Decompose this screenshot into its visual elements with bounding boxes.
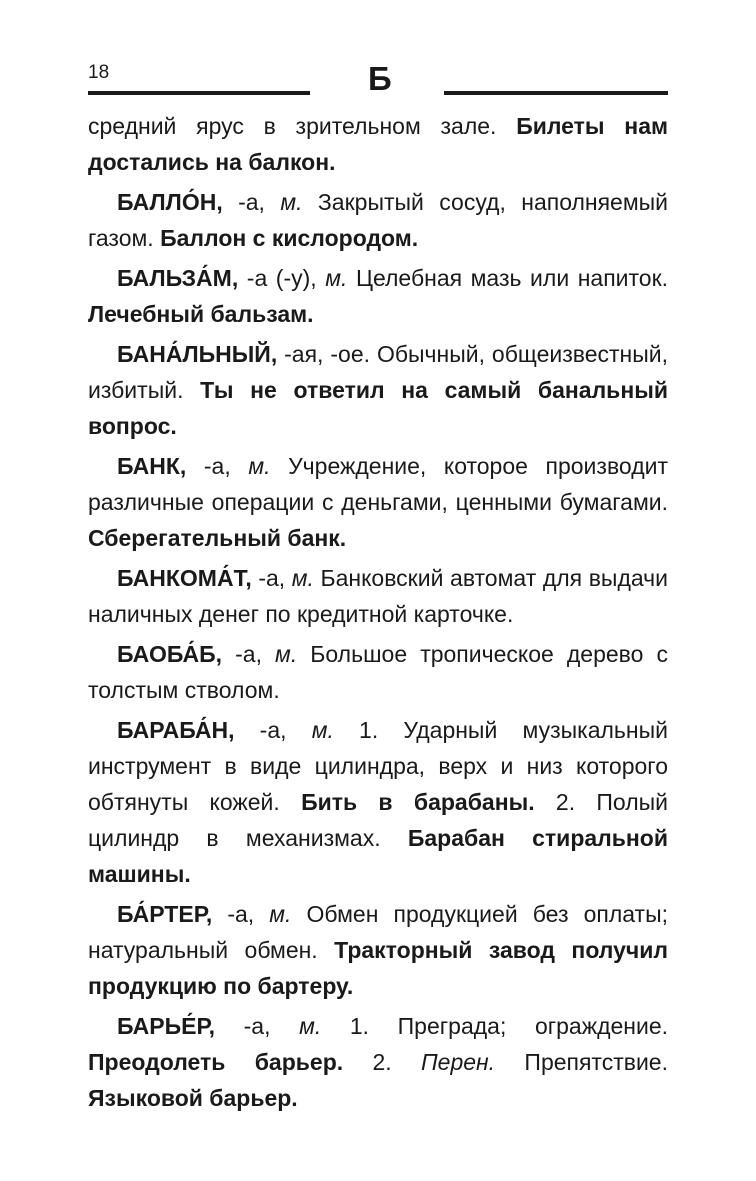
entry-definition-2: 2. Полый цилиндр в механизмах. [88,789,669,851]
entry-headword: БАНК, [117,453,187,479]
entry-label-2: Перен. [420,1049,496,1075]
entry-example: Преодолеть барьер. [88,1049,344,1075]
entry-example-2: Барабан стиральной машины. [88,825,668,887]
entry-gender: м. [280,189,303,215]
entry-headword: БАРЬЕ́Р, [117,1013,216,1039]
entry-definition: Закрытый сосуд, наполняемый газом. [88,189,669,251]
entry-definition: средний ярус в зрительном зале. [88,113,497,139]
entry-example: Лечебный бальзам. [88,301,314,327]
entry-example: Тракторный завод получил продукцию по бартеру. [88,937,668,999]
entry-headword: БАНКОМА́Т, [117,565,252,591]
header-rule-left [88,91,310,95]
entry-gender: м. [311,717,334,743]
dictionary-entry [88,260,668,332]
entry-definition: Обычный, общеизвестный, избитый. [88,341,669,403]
entry-headword: БАНА́ЛЬНЫЙ, [117,341,278,367]
entry-definition-2b: Препятствие. [524,1049,668,1075]
entry-gender: м. [248,453,271,479]
page-number: 18 [88,62,110,83]
entry-definition: Банковский автомат для выдачи наличных денег по кредитной карточке. [88,565,668,627]
entry-example: Баллон с кислородом. [160,225,419,251]
dictionary-entry [88,1008,668,1116]
entry-forms: -а, [238,189,265,215]
entry-forms: -а, [258,565,286,591]
section-letter: Б [368,60,392,97]
entry-forms: -а (-у), [246,265,317,291]
dictionary-entry [88,636,668,708]
entry-example: Бить в барабаны. [301,789,535,815]
entry-gender: м. [291,565,314,591]
entry-gender: м. [299,1013,322,1039]
entry-gender: м. [325,265,348,291]
entry-headword: БАРАБА́Н, [117,717,235,743]
entry-definition: 1. Ударный музыкальный инструмент в виде цилиндра, верх и низ которого обтянуты кожей. [88,717,668,815]
entry-forms: -ая, -ое. [284,341,371,367]
entry-headword: БАОБА́Б, [117,641,223,667]
entry-definition-2: 2. [372,1049,392,1075]
entry-definition: Учреждение, которое производит различные операции с деньгами, ценными бумагами. [88,453,668,515]
dictionary-entry [88,896,668,1004]
entry-forms: -а, [243,1013,271,1039]
entry-example: Сберегательный банк. [88,525,347,551]
entry-example-2: Языковой барьер. [88,1085,298,1111]
dictionary-entry [88,184,668,256]
entry-headword: БАЛЬЗА́М, [117,265,239,291]
entry-headword: БА́РТЕР, [117,901,213,927]
page-header [88,56,668,106]
header-rule-right [444,91,668,95]
entry-gender: м. [275,641,298,667]
dictionary-entry [88,448,668,556]
dictionary-entry [88,560,668,632]
dictionary-entry [88,336,668,444]
entry-forms: -а, [235,641,262,667]
dictionary-entry [88,108,668,180]
dictionary-entries [88,108,668,1120]
entry-definition: Целебная мазь или напиток. [355,265,669,291]
entry-example: Билеты нам достались на балкон. [88,113,668,175]
dictionary-entry [88,712,668,892]
entry-definition: 1. Преграда; ограждение. [349,1013,669,1039]
entry-forms: -а, [259,717,287,743]
entry-headword: БАЛЛО́Н, [117,189,223,215]
entry-example: Ты не ответил на самый банальный вопрос. [88,377,668,439]
entry-forms: -а, [203,453,231,479]
entry-definition: Большое тропическое дерево с толстым стволом. [88,641,668,703]
entry-gender: м. [269,901,292,927]
entry-definition: Обмен продукцией без оплаты; натуральный обмен. [88,901,669,963]
entry-forms: -а, [227,901,255,927]
